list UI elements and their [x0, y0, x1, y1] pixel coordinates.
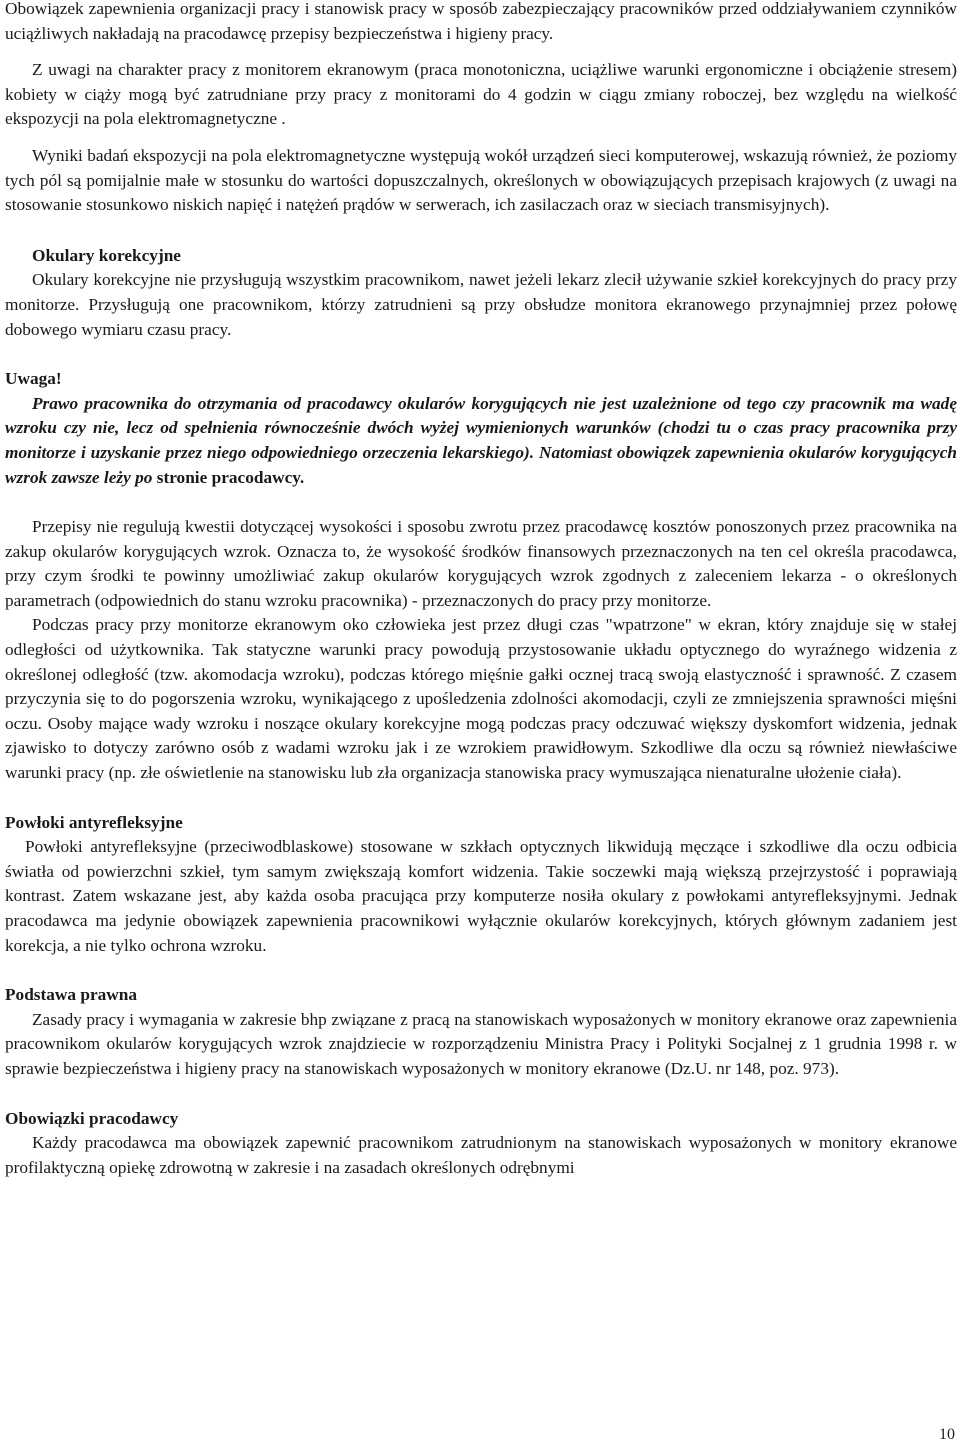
paragraph-okulary: Okulary korekcyjne nie przysługują wszystkim pracownikom, nawet jeżeli lekarz zlecił używanie szkieł korekcyjnych do pracy przy monitorze. Przysługują one pracownikom, którzy zatrudnieni są przy obsłudze monitora ekranowego przynajmniej przez połowę dobowego wymiaru czasu pracy. — [5, 270, 957, 339]
paragraph-em-fields: Wyniki badań ekspozycji na pola elektromagnetyczne występują wokół urządzeń sieci komputerowej, wskazują również, że poziomy tych pól są pomijalnie małe w stosunku do wartości dopuszczalnych, określonych w obowiązujących przepisach krajowych (z uwagi na stosowanie stosunkowo niskich napięć i natężeń prądów w serwerach, ich zasilaczach oraz w sieciach transmisyjnych). — [5, 145, 957, 215]
heading-okulary-korekcyjne: Okulary korekcyjne — [32, 245, 181, 265]
paragraph-pregnant-women: Z uwagi na charakter pracy z monitorem ekranowym (praca monotoniczna, uciążliwe warunki ergonomiczne i obciążenie stresem) kobiety w ciąży mogą być zatrudniane przy pracy z monitorami do 4 godzin w ciągu zmiany roboczej, bez względu na wielkość ekspozycji na pola elektromagnetyczne . — [5, 60, 957, 129]
paragraph-uwaga — [5, 392, 957, 490]
paragraph-powloki: Powłoki antyrefleksyjne (przeciwodblaskowe) stosowane w szkłach optycznych likwidują męczące i szkodliwe dla oczu odbicia światła od powierzchni szkieł, tym samym zwiększają komfort widzenia. Takie soczewki mają większą przejrzystość i poprawiają kontrast. Zatem wskazane jest, aby każda osoba pracująca przy komputerze nosiła okulary z powłokami antyrefleksyjnymi. Jednak pracodawca ma jedynie obowiązek zapewnienia pracownikowi wyłącznie okularów korekcyjnych, których głównym zadaniem jest korekcja, a nie tylko ochrona wzroku. — [5, 837, 957, 955]
document-page — [5, 0, 957, 1180]
paragraph-obowiazki: Każdy pracodawca ma obowiązek zapewnić pracownikom zatrudnionym na stanowiskach wyposażonych w monitory ekranowe profilaktyczną opiekę zdrowotną w zakresie i na zasadach określonych odrębnymi — [5, 1133, 957, 1177]
paragraph-bhp-intro: Obowiązek zapewnienia organizacji pracy i stanowisk pracy w sposób zabezpieczający pracowników przed oddziaływaniem czynników uciążliwych nakładają na pracodawcę przepisy bezpieczeństwa i higieny pracy. — [5, 0, 957, 43]
heading-podstawa-prawna: Podstawa prawna — [5, 985, 138, 1005]
paragraph-przepisy: Przepisy nie regulują kwestii dotyczącej wysokości i sposobu zwrotu przez pracodawcę kosztów ponoszonych przez pracownika na zakup okularów korygujących wzrok. Oznacza to, że wysokość środków finansowych przeznaczonych na ten cel określa pracodawca, przy czym środki te powinny umożliwiać zakup okularów korygujących wzrok zgodnych z zaleceniem lekarza - o określonych parametrach (odpowiednich do stanu wzroku pracownika) - przeznaczonych do pracy przy monitorze. — [5, 517, 957, 610]
uwaga-italic-text: Prawo pracownika do otrzymania od pracodawcy okularów korygujących nie jest uzależnione od tego czy pracownik ma wadę wzroku czy nie, lecz od spełnienia równocześnie dwóch wyżej wymienionych warunków (chodzi tu o czas pracy pracownika przy monitorze i uzyskanie przez niego odpowiedniego orzeczenia lekarskiego). Natomiast obowiązek zapewnienia okularów korygujących wzrok zawsze leży po — [5, 393, 957, 487]
paragraph-podczas-pracy: Podczas pracy przy monitorze ekranowym oko człowieka jest przez długi czas "wpatrzone" w ekran, który znajduje się w stałej odległości od użytkownika. Tak statyczne warunki pracy powodują przystosowanie układu optycznego do wyraźnego widzenia z określonej odległość (tzw. akomodacja wzroku), podczas którego mięśnie gałki ocznej tracą swoją elastyczność i sprawność. Z czasem przyczynia się to do pogorszenia wzroku, wynikającego z upośledzenia zdolności akomodacji, czyli ze zmniejszenia sprawności mięśni oczu. Osoby mające wady wzroku i noszące okulary korekcyjne mogą podczas pracy odczuwać większy dyskomfort widzenia, jednak zjawisko to dotyczy zarówno osób z wadami wzroku jak i ze wzrokiem prawidłowym. Szkodliwe dla oczu są również niewłaściwe warunki pracy (np. złe oświetlenie na stanowisku lub zła organizacja stanowiska pracy wymuszająca nienaturalne ułożenie ciała). — [5, 615, 957, 783]
uwaga-plain-text: stronie pracodawcy. — [156, 467, 305, 487]
heading-obowiazki-pracodawcy: Obowiązki pracodawcy — [5, 1108, 179, 1128]
paragraph-podstawa: Zasady pracy i wymagania w zakresie bhp związane z pracą na stanowiskach wyposażonych w monitory ekranowe oraz zapewnienia pracownikom okularów korygujących wzrok znajdziecie w rozporządzeniu Ministra Pracy i Polityki Socjalnej z 1 grudnia 1998 r. w sprawie bezpieczeństwa i higieny pracy na stanowiskach wyposażonych w monitory ekranowe (Dz.U. nr 148, poz. 973). — [5, 1009, 957, 1078]
heading-uwaga: Uwaga! — [5, 369, 62, 389]
heading-powloki: Powłoki antyrefleksyjne — [5, 812, 183, 832]
page-number: 10 — [939, 1426, 955, 1444]
